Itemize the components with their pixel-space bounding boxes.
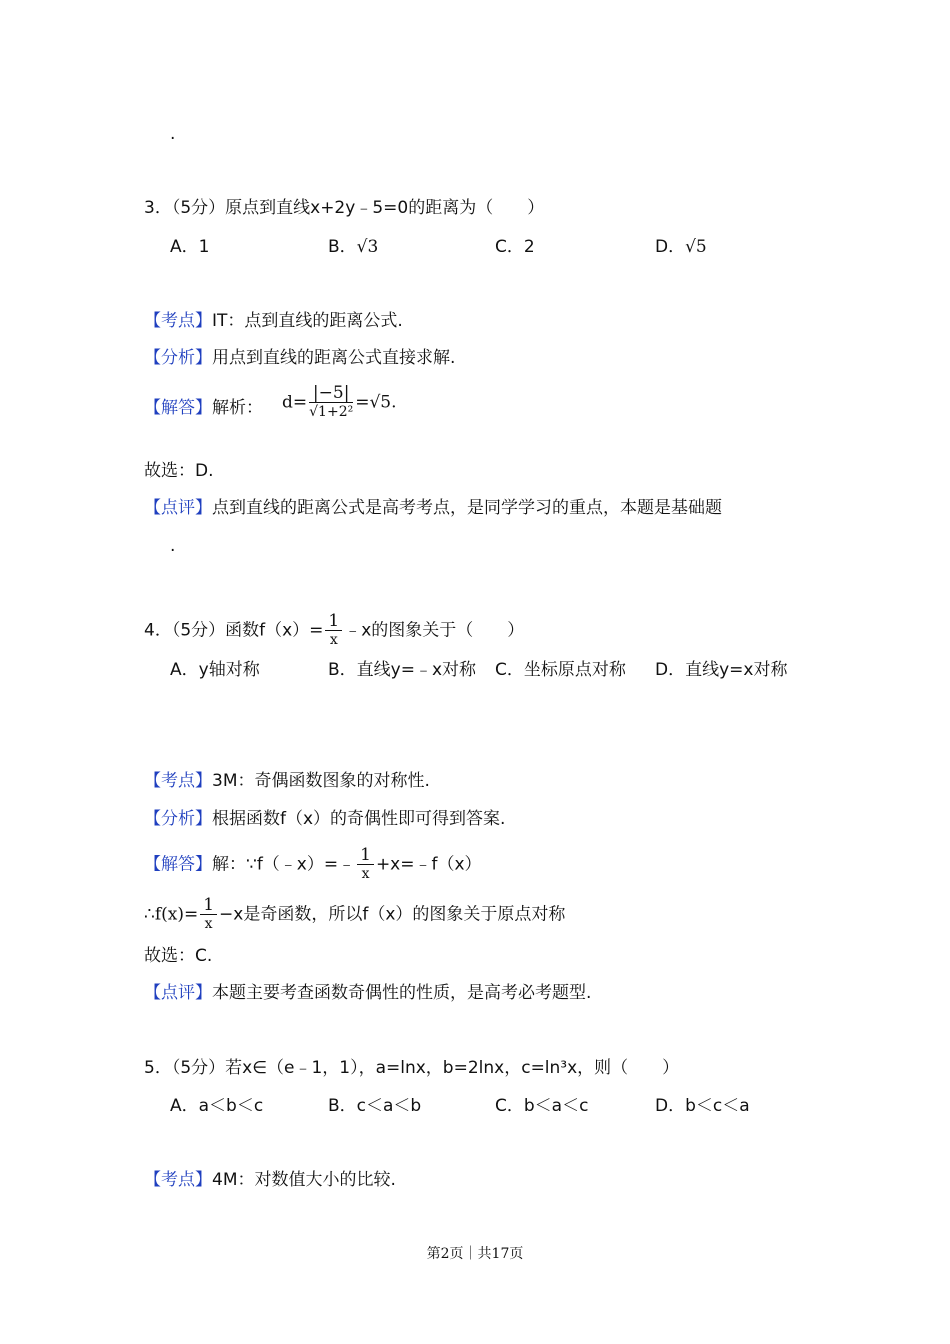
- q3-fenxi: 【分析】用点到直线的距离公式直接求解.: [144, 348, 456, 368]
- q3-dianping-cont: .: [170, 536, 176, 556]
- q3-option-b: B．√3: [328, 237, 379, 257]
- q3-dianping: 【点评】点到直线的距离公式是高考考点，是同学学习的重点，本题是基础题: [144, 498, 722, 518]
- q4-kaodian: 【考点】3M：奇偶函数图象的对称性.: [144, 771, 430, 791]
- q3-option-c: C．2: [495, 237, 535, 257]
- q4-conclusion: ∴f(x)= $\frac{1}{x}$ −x是奇函数，所以f（x）的图象关于原点对称: [144, 895, 566, 932]
- q4-stem: 4．（5分）函数f（x）= $\frac{1}{x}$ ﹣x的图象关于（ ）: [144, 611, 525, 648]
- q3-kaodian: 【考点】IT：点到直线的距离公式.: [144, 311, 403, 331]
- q4-stem-fraction: $\frac{1}{x}$: [325, 612, 342, 649]
- q5-stem: 5．（5分）若x∈（e﹣1，1），a=lnx，b=2lnx，c=ln³x，则（ ）: [144, 1058, 680, 1078]
- q5-kaodian: 【考点】4M：对数值大小的比较.: [144, 1170, 396, 1190]
- q5-option-a: A．a＜b＜c: [170, 1096, 264, 1116]
- q3-guxuan: 故选：D.: [144, 461, 214, 481]
- q4-guxuan: 故选：C.: [144, 946, 213, 966]
- q4-fenxi: 【分析】根据函数f（x）的奇偶性即可得到答案.: [144, 809, 506, 829]
- q4-option-a: A．y轴对称: [170, 660, 260, 680]
- q3-stem: 3．（5分）原点到直线x+2y﹣5=0的距离为（ ）: [144, 198, 545, 218]
- q3-option-a: A．1: [170, 237, 210, 257]
- continuation-dot: .: [170, 124, 176, 144]
- q3-fraction: $\frac{|-5|}{\text{√1+2²}}$: [309, 383, 354, 420]
- q4-option-c: C．坐标原点对称: [495, 660, 626, 680]
- q4-option-d: D．直线y=x对称: [655, 660, 788, 680]
- page-footer: 第2页｜共17页: [426, 1246, 524, 1262]
- q4-jieda: 【解答】解：∵f（﹣x）=﹣ $\frac{1}{x}$ +x=﹣f（x）: [144, 845, 482, 882]
- q3-jieda: 【解答】解析：: [144, 398, 263, 418]
- q4-option-b: B．直线y=﹣x对称: [328, 660, 477, 680]
- q4-dianping: 【点评】本题主要考查函数奇偶性的性质，是高考必考题型.: [144, 983, 592, 1003]
- q5-option-d: D．b＜c＜a: [655, 1096, 750, 1116]
- q5-option-b: B．c＜a＜b: [328, 1096, 422, 1116]
- q5-option-c: C．b＜a＜c: [495, 1096, 589, 1116]
- q4-jieda-fraction: $\frac{1}{x}$: [357, 846, 374, 883]
- q4-conclusion-fraction: $\frac{1}{x}$: [200, 896, 217, 933]
- q3-formula: d= $\frac{|-5|}{\text{√1+2²}}$ =√5.: [282, 383, 397, 420]
- q3-option-d: D．√5: [655, 237, 707, 257]
